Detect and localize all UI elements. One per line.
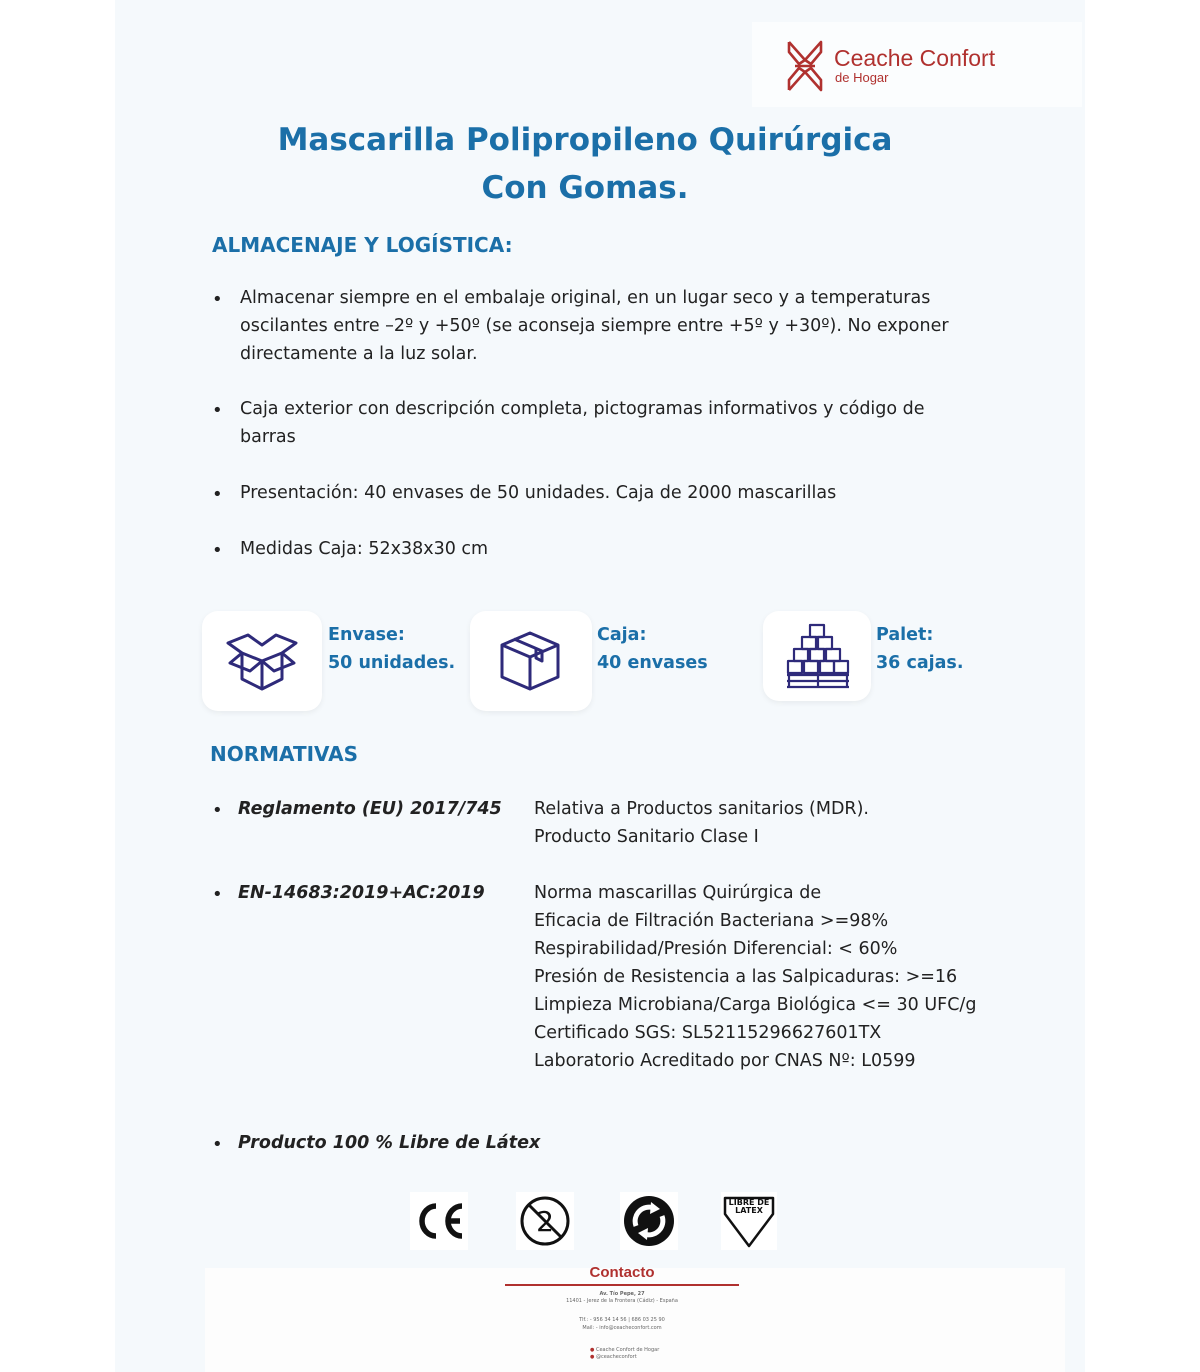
brand-subtitle: de Hogar xyxy=(835,70,889,85)
contact-instagram: ● @ceacheconfort xyxy=(590,1354,637,1360)
contact-divider xyxy=(505,1284,739,1286)
envase-label: Envase: xyxy=(328,625,405,645)
bullet-icon: • xyxy=(212,1134,223,1155)
norm-desc-en14683: Norma mascarillas Quirúrgica de Eficacia de Filtración Bacteriana >=98% Respirabilidad/Presión Diferencial: < 60% Presión de Resistencia a las Salpicaduras: >=16 Limpieza Microbiana/Carga Biológica <= 30 UFC/g Certificado SGS: SL52115296627601TX Laboratorio Acreditado por CNAS Nº: L0599 xyxy=(534,883,977,1071)
norm-name-mdr: Reglamento (EU) 2017/745 xyxy=(238,799,502,819)
do-not-reuse-mark xyxy=(516,1192,574,1250)
ce-mark-icon xyxy=(410,1192,468,1250)
packaging-card-caja xyxy=(470,611,592,711)
storage-item-4: Medidas Caja: 52x38x30 cm xyxy=(240,539,489,559)
packaging-card-palet xyxy=(763,611,871,701)
facebook-icon: ● xyxy=(590,1347,595,1353)
contact-email: Mail: - info@ceacheconfort.com xyxy=(582,1325,662,1331)
pallet-icon xyxy=(785,621,851,689)
storage-item-3: Presentación: 40 envases de 50 unidades. Caja de 2000 mascarillas xyxy=(240,483,837,503)
do-not-reuse-icon xyxy=(516,1192,574,1250)
contact-facebook: ● Ceache Confort de Hogar xyxy=(590,1347,660,1353)
svg-text:2: 2 xyxy=(536,1205,554,1238)
contact-city: 11401 - Jerez de la Frontera (Cádiz) - España xyxy=(566,1298,678,1304)
latex-free-mark xyxy=(721,1192,777,1250)
page-title-line2: Con Gomas. xyxy=(481,170,689,206)
bullet-icon: • xyxy=(212,484,223,505)
latex-free-statement: Producto 100 % Libre de Látex xyxy=(238,1133,541,1153)
norm-desc-mdr: Relativa a Productos sanitarios (MDR). Producto Sanitario Clase I xyxy=(534,799,869,847)
recycle-mark xyxy=(620,1192,678,1250)
caja-value: 40 envases xyxy=(597,653,708,673)
recycle-icon xyxy=(620,1192,678,1250)
contact-phone: Tlf.: - 956 34 14 56 | 686 03 25 90 xyxy=(579,1317,665,1323)
ce-mark xyxy=(410,1192,468,1250)
storage-heading: ALMACENAJE Y LOGÍSTICA: xyxy=(212,233,513,257)
envase-value: 50 unidades. xyxy=(328,653,456,673)
latex-free-icon: LIBRE DE LATEX xyxy=(721,1192,777,1250)
closed-box-icon xyxy=(496,627,564,695)
open-box-icon xyxy=(224,629,300,693)
bullet-icon: • xyxy=(212,540,223,561)
norms-heading: NORMATIVAS xyxy=(210,742,359,766)
bullet-icon: • xyxy=(212,800,223,821)
contact-title: Contacto xyxy=(589,1264,655,1281)
storage-item-1: Almacenar siempre en el embalaje original, en un lugar seco y a temperaturas oscilantes entre –2º y +50º (se aconseja siempre entre +5º y +30º). No exponer directamente a la luz solar. xyxy=(240,288,949,364)
bullet-icon: • xyxy=(212,884,223,905)
norm-name-en14683: EN-14683:2019+AC:2019 xyxy=(238,883,485,903)
caja-label: Caja: xyxy=(597,625,647,645)
packaging-card-envase xyxy=(202,611,322,711)
bullet-icon: • xyxy=(212,400,223,421)
storage-item-2: Caja exterior con descripción completa, pictogramas informativos y código de barras xyxy=(240,399,925,447)
instagram-icon: ● xyxy=(590,1354,595,1360)
palet-value: 36 cajas. xyxy=(876,653,964,673)
bullet-icon: • xyxy=(212,289,223,310)
brand-name: Ceache Confort xyxy=(834,45,996,71)
brand-logo-icon xyxy=(785,38,825,94)
palet-label: Palet: xyxy=(876,625,934,645)
page-title-line1: Mascarilla Polipropileno Quirúrgica xyxy=(277,122,893,158)
contact-address: Av. Tío Pepe, 27 xyxy=(599,1291,645,1297)
